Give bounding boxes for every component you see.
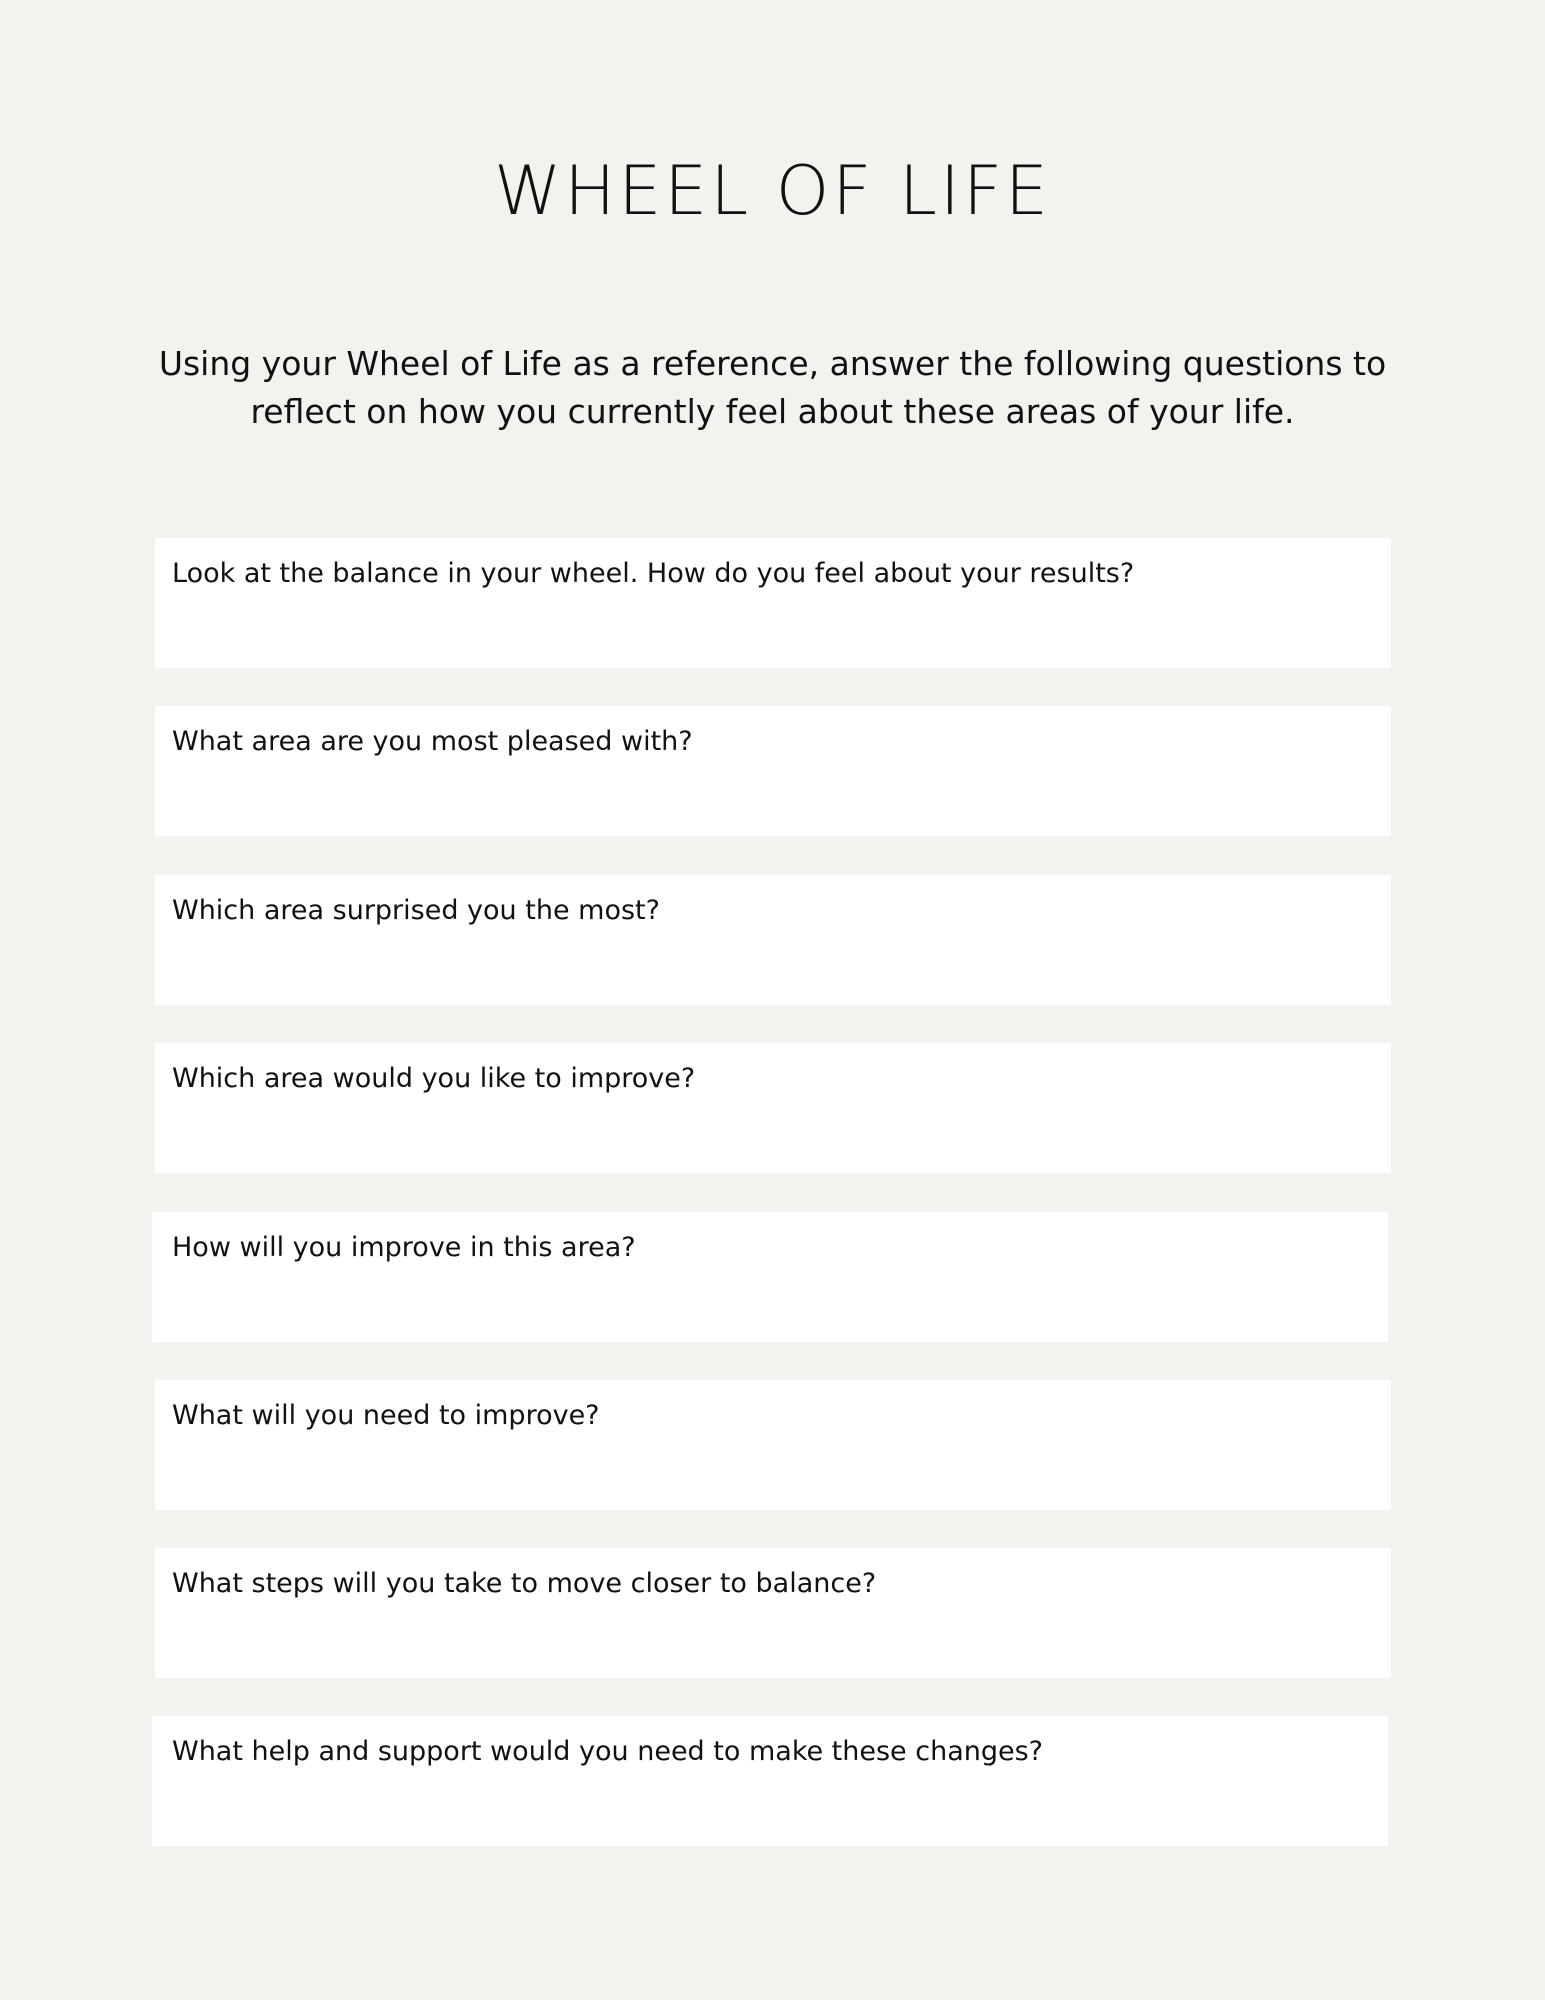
intro-text: Using your Wheel of Life as a reference, answer the following questions to reflect on how you currently feel about these areas of your life. [158, 344, 1387, 431]
question-box-most-pleased[interactable] [155, 706, 1391, 836]
question-box-how-improve[interactable] [152, 1212, 1388, 1342]
question-box-steps-balance[interactable] [155, 1548, 1391, 1678]
question-box-improve-area[interactable] [155, 1043, 1391, 1173]
question-label: Look at the balance in your wheel. How do you feel about your results? [172, 558, 1135, 589]
question-label: What steps will you take to move closer to balance? [172, 1568, 877, 1599]
question-box-need-to-improve[interactable] [155, 1380, 1391, 1510]
question-label: How will you improve in this area? [172, 1232, 636, 1263]
question-label: Which area would you like to improve? [172, 1063, 696, 1094]
page-title: WHEEL OF LIFE [493, 152, 1052, 231]
question-label: Which area surprised you the most? [172, 895, 660, 926]
question-label: What help and support would you need to make these changes? [172, 1736, 1044, 1767]
question-box-balance[interactable] [155, 538, 1391, 668]
question-box-surprised[interactable] [155, 875, 1391, 1005]
question-label: What will you need to improve? [172, 1400, 600, 1431]
question-box-help-support[interactable] [152, 1716, 1388, 1846]
question-label: What area are you most pleased with? [172, 726, 693, 757]
